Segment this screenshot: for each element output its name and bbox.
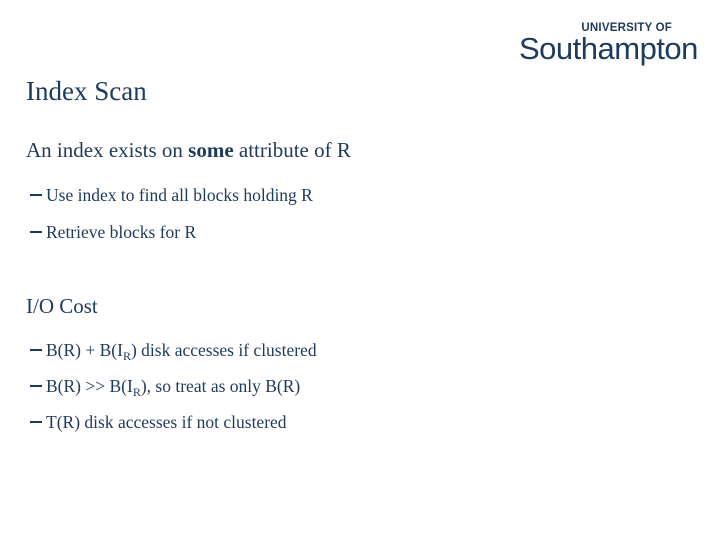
bullet-clustered-cost bbox=[30, 340, 317, 364]
bullet-treat-as-br bbox=[30, 376, 300, 400]
dash-icon bbox=[30, 231, 42, 233]
dash-icon bbox=[30, 421, 42, 423]
bullet-text: T(R) disk accesses if not clustered bbox=[46, 412, 287, 432]
slide-title: Index Scan bbox=[26, 76, 147, 106]
bullet-post: ), so treat as only B(R) bbox=[140, 376, 301, 396]
bullet-subscript: R bbox=[122, 349, 131, 363]
section-lead: An index exists on bbox=[26, 138, 189, 162]
dash-icon bbox=[30, 349, 42, 351]
bullet-text: Retrieve blocks for R bbox=[46, 222, 197, 242]
bullet-post: ) disk accesses if clustered bbox=[130, 340, 317, 360]
university-logo bbox=[518, 22, 698, 70]
bullet-text: Use index to find all blocks holding R bbox=[46, 185, 313, 205]
dash-icon bbox=[30, 194, 42, 196]
bullet-subscript: R bbox=[132, 385, 141, 399]
section-tail: attribute of R bbox=[233, 138, 351, 162]
bullet-pre: B(R) >> B(I bbox=[46, 376, 133, 396]
dash-icon bbox=[30, 385, 42, 387]
section-index-exists bbox=[26, 138, 351, 163]
section-emphasis: some bbox=[188, 138, 234, 162]
bullet-not-clustered bbox=[30, 412, 287, 433]
bullet-use-index bbox=[30, 185, 313, 206]
logo-university-of: UNIVERSITY OF bbox=[581, 22, 672, 34]
logo-southampton: Southampton bbox=[519, 31, 698, 66]
bullet-retrieve-blocks bbox=[30, 222, 196, 243]
section-io-cost: I/O Cost bbox=[26, 294, 98, 318]
bullet-pre: B(R) + B(I bbox=[46, 340, 123, 360]
